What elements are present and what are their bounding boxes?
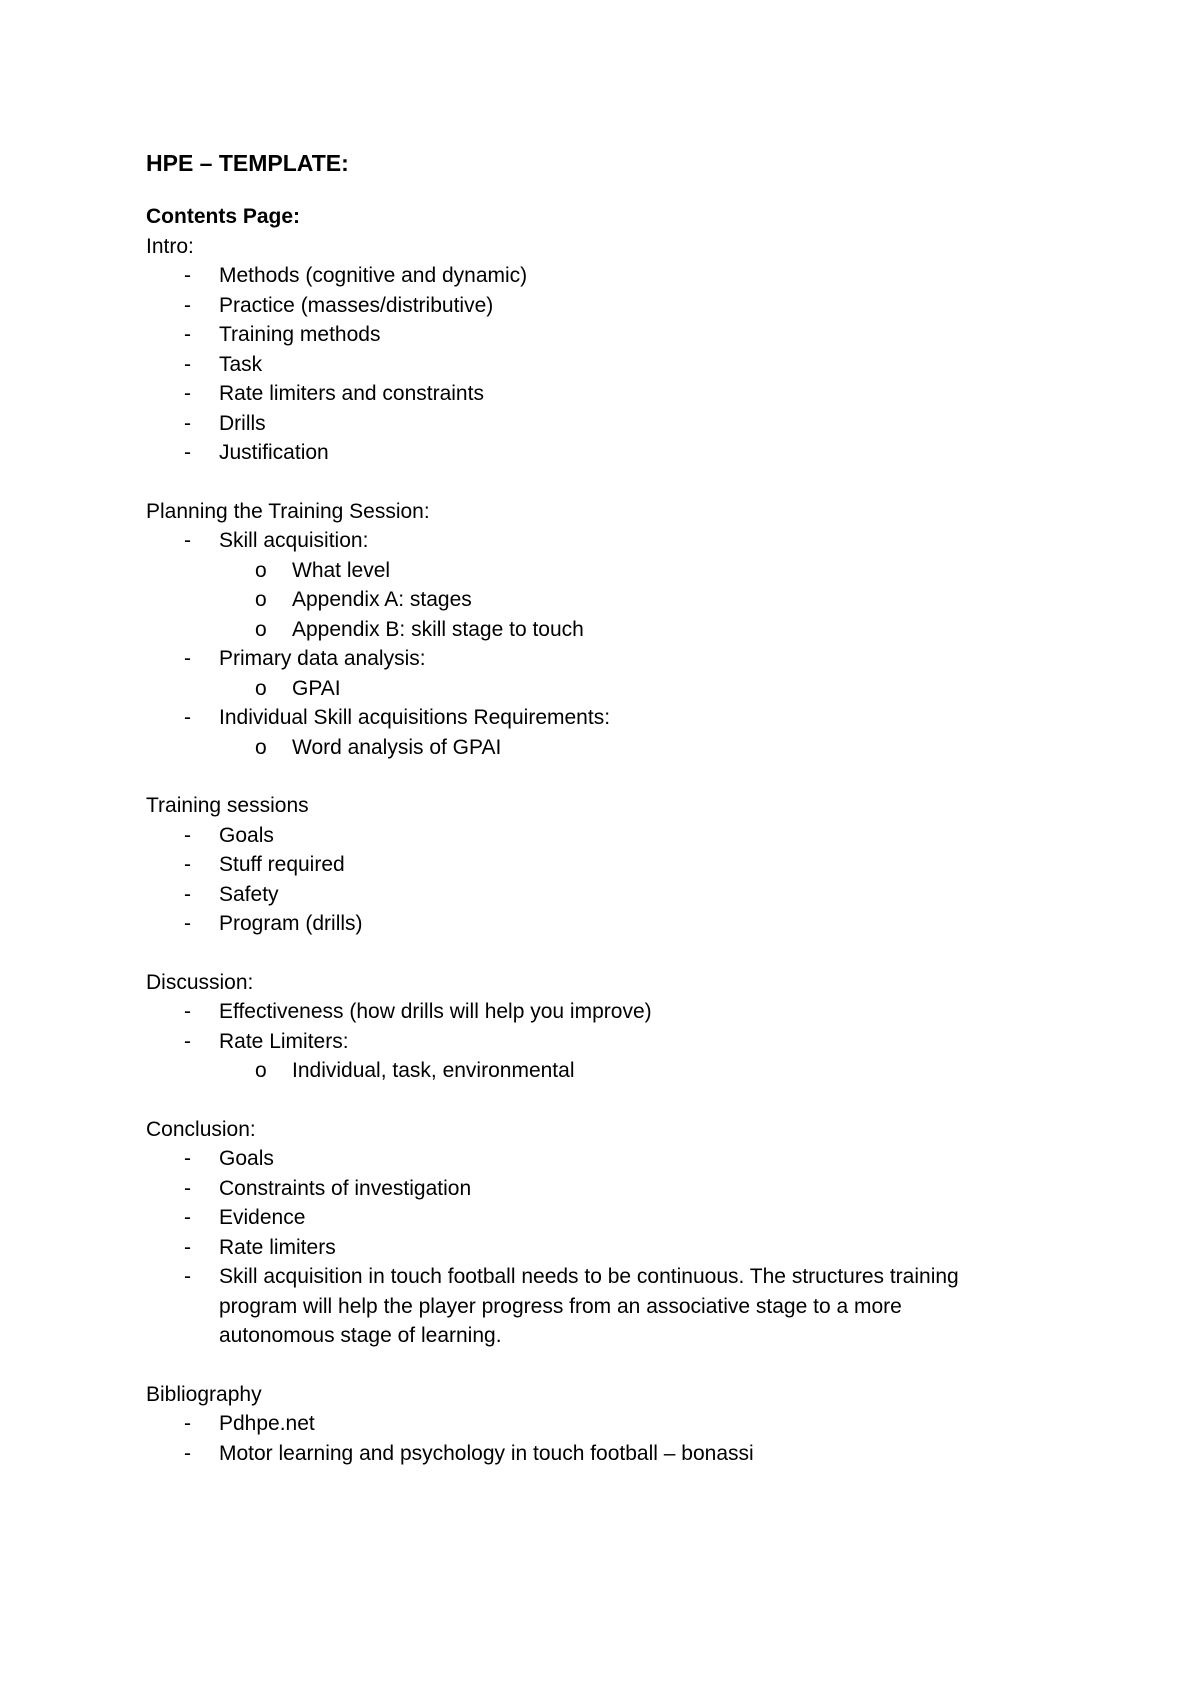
dash-marker: - [184, 1265, 191, 1288]
intro-list [146, 261, 1046, 468]
discussion-section [146, 968, 1046, 1086]
list-item [146, 1027, 1046, 1086]
list-item [146, 644, 1046, 703]
dash-marker: - [184, 411, 191, 435]
bibliography-heading: Bibliography [146, 1382, 262, 1406]
planning-section [146, 497, 1046, 763]
dash-marker: - [184, 352, 191, 376]
list-item [146, 880, 1046, 910]
sub-list-item-text: What level [292, 558, 391, 582]
list-item [146, 1409, 1046, 1439]
list-item-text: Program (drills) [219, 912, 363, 935]
dash-marker: - [184, 1206, 191, 1229]
list-item [146, 850, 1046, 880]
sub-list-item [219, 733, 1046, 763]
dash-marker: - [184, 323, 191, 346]
circle-marker: o [255, 676, 267, 700]
dash-marker: - [184, 1147, 191, 1170]
list-item [146, 703, 1046, 762]
sub-list-item-text: Individual, task, environmental [292, 1059, 575, 1082]
list-item-text: Drills [219, 411, 266, 435]
dash-marker: - [184, 1176, 191, 1200]
list-item-text: Evidence [219, 1206, 306, 1229]
planning-heading: Planning the Training Session: [146, 499, 430, 523]
dash-marker: - [184, 1412, 191, 1435]
dash-marker: - [184, 1029, 191, 1053]
dash-marker: - [184, 1235, 191, 1259]
dash-marker: - [184, 706, 191, 729]
list-item [146, 1203, 1046, 1233]
list-item-text: Primary data analysis: [219, 647, 426, 670]
sub-list-item [219, 674, 1046, 704]
discussion-heading: Discussion: [146, 970, 254, 994]
list-item-text: Rate limiters [219, 1235, 336, 1259]
dash-marker: - [184, 264, 191, 287]
list-item-text: Rate limiters and constraints [219, 382, 484, 405]
dash-marker: - [184, 853, 191, 876]
sub-list-item-text: Appendix B: skill stage to touch [292, 617, 584, 641]
list-item [146, 409, 1046, 439]
list-item [146, 1144, 1046, 1174]
list-item-text: Rate Limiters: [219, 1029, 349, 1053]
list-item-text: Training methods [219, 323, 381, 346]
dash-marker: - [184, 823, 191, 847]
sub-list-item [219, 556, 1046, 586]
sub-list-item [219, 615, 1046, 645]
list-item [146, 350, 1046, 380]
list-item-text: Individual Skill acquisitions Requirements: [219, 706, 611, 729]
list-item-text: Methods (cognitive and dynamic) [219, 264, 528, 287]
conclusion-list [146, 1144, 1046, 1351]
list-item-text: Task [219, 352, 263, 376]
training-list [146, 821, 1046, 939]
sub-list [219, 733, 1046, 763]
planning-list [146, 526, 1046, 762]
conclusion-heading: Conclusion: [146, 1117, 256, 1141]
list-item-text: Effectiveness (how drills will help you improve) [219, 1000, 652, 1023]
list-item [146, 1262, 1046, 1351]
dash-marker: - [184, 382, 191, 405]
document-title: HPE – TEMPLATE: [146, 150, 349, 176]
list-item [146, 379, 1046, 409]
sub-list-item [219, 585, 1046, 615]
list-item [146, 821, 1046, 851]
document-page [146, 146, 1046, 1497]
bibliography-section [146, 1380, 1046, 1469]
list-item-text: Motor learning and psychology in touch football – bonassi [219, 1441, 754, 1465]
dash-marker: - [184, 293, 191, 317]
sub-list [219, 556, 1046, 645]
dash-marker: - [184, 1441, 191, 1465]
dash-marker: - [184, 912, 191, 935]
training-section [146, 791, 1046, 939]
list-item [146, 261, 1046, 291]
list-item [146, 320, 1046, 350]
sub-list-item-text: GPAI [292, 676, 341, 700]
circle-marker: o [255, 1059, 267, 1082]
dash-marker: - [184, 647, 191, 670]
circle-marker: o [255, 617, 267, 641]
contents-heading: Contents Page: [146, 205, 301, 228]
list-item-text: Stuff required [219, 853, 345, 876]
circle-marker: o [255, 588, 267, 611]
list-item-text: Skill acquisition: [219, 529, 369, 552]
list-item-text: Pdhpe.net [219, 1412, 315, 1435]
list-item [146, 1174, 1046, 1204]
list-item [146, 1233, 1046, 1263]
list-item-text: Goals [219, 1147, 274, 1170]
conclusion-section [146, 1115, 1046, 1351]
list-item [146, 1439, 1046, 1469]
dash-marker: - [184, 1000, 191, 1023]
intro-section [146, 202, 1046, 468]
list-item-text: Goals [219, 823, 274, 847]
list-item-text: Constraints of investigation [219, 1176, 472, 1200]
sub-list [219, 1056, 1046, 1086]
list-item [146, 291, 1046, 321]
bibliography-list [146, 1409, 1046, 1468]
circle-marker: o [255, 558, 267, 582]
sub-list-item [219, 1056, 1046, 1086]
list-item [146, 526, 1046, 644]
sub-list [219, 674, 1046, 704]
discussion-list [146, 997, 1046, 1086]
list-item [146, 909, 1046, 939]
list-item-text: Skill acquisition in touch football needs to be continuous. The structures training program will help the player progress from an associative stage to a more autonomous stage of learning. [219, 1265, 959, 1347]
sub-list-item-text: Word analysis of GPAI [292, 735, 502, 759]
training-heading: Training sessions [146, 794, 309, 817]
list-item [146, 438, 1046, 468]
dash-marker: - [184, 441, 191, 464]
list-item-text: Practice (masses/distributive) [219, 293, 494, 317]
list-item-text: Justification [219, 441, 329, 464]
sub-list-item-text: Appendix A: stages [292, 588, 472, 611]
dash-marker: - [184, 882, 191, 906]
list-item [146, 997, 1046, 1027]
list-item-text: Safety [219, 882, 279, 906]
intro-heading: Intro: [146, 234, 194, 258]
circle-marker: o [255, 735, 267, 759]
dash-marker: - [184, 529, 191, 552]
